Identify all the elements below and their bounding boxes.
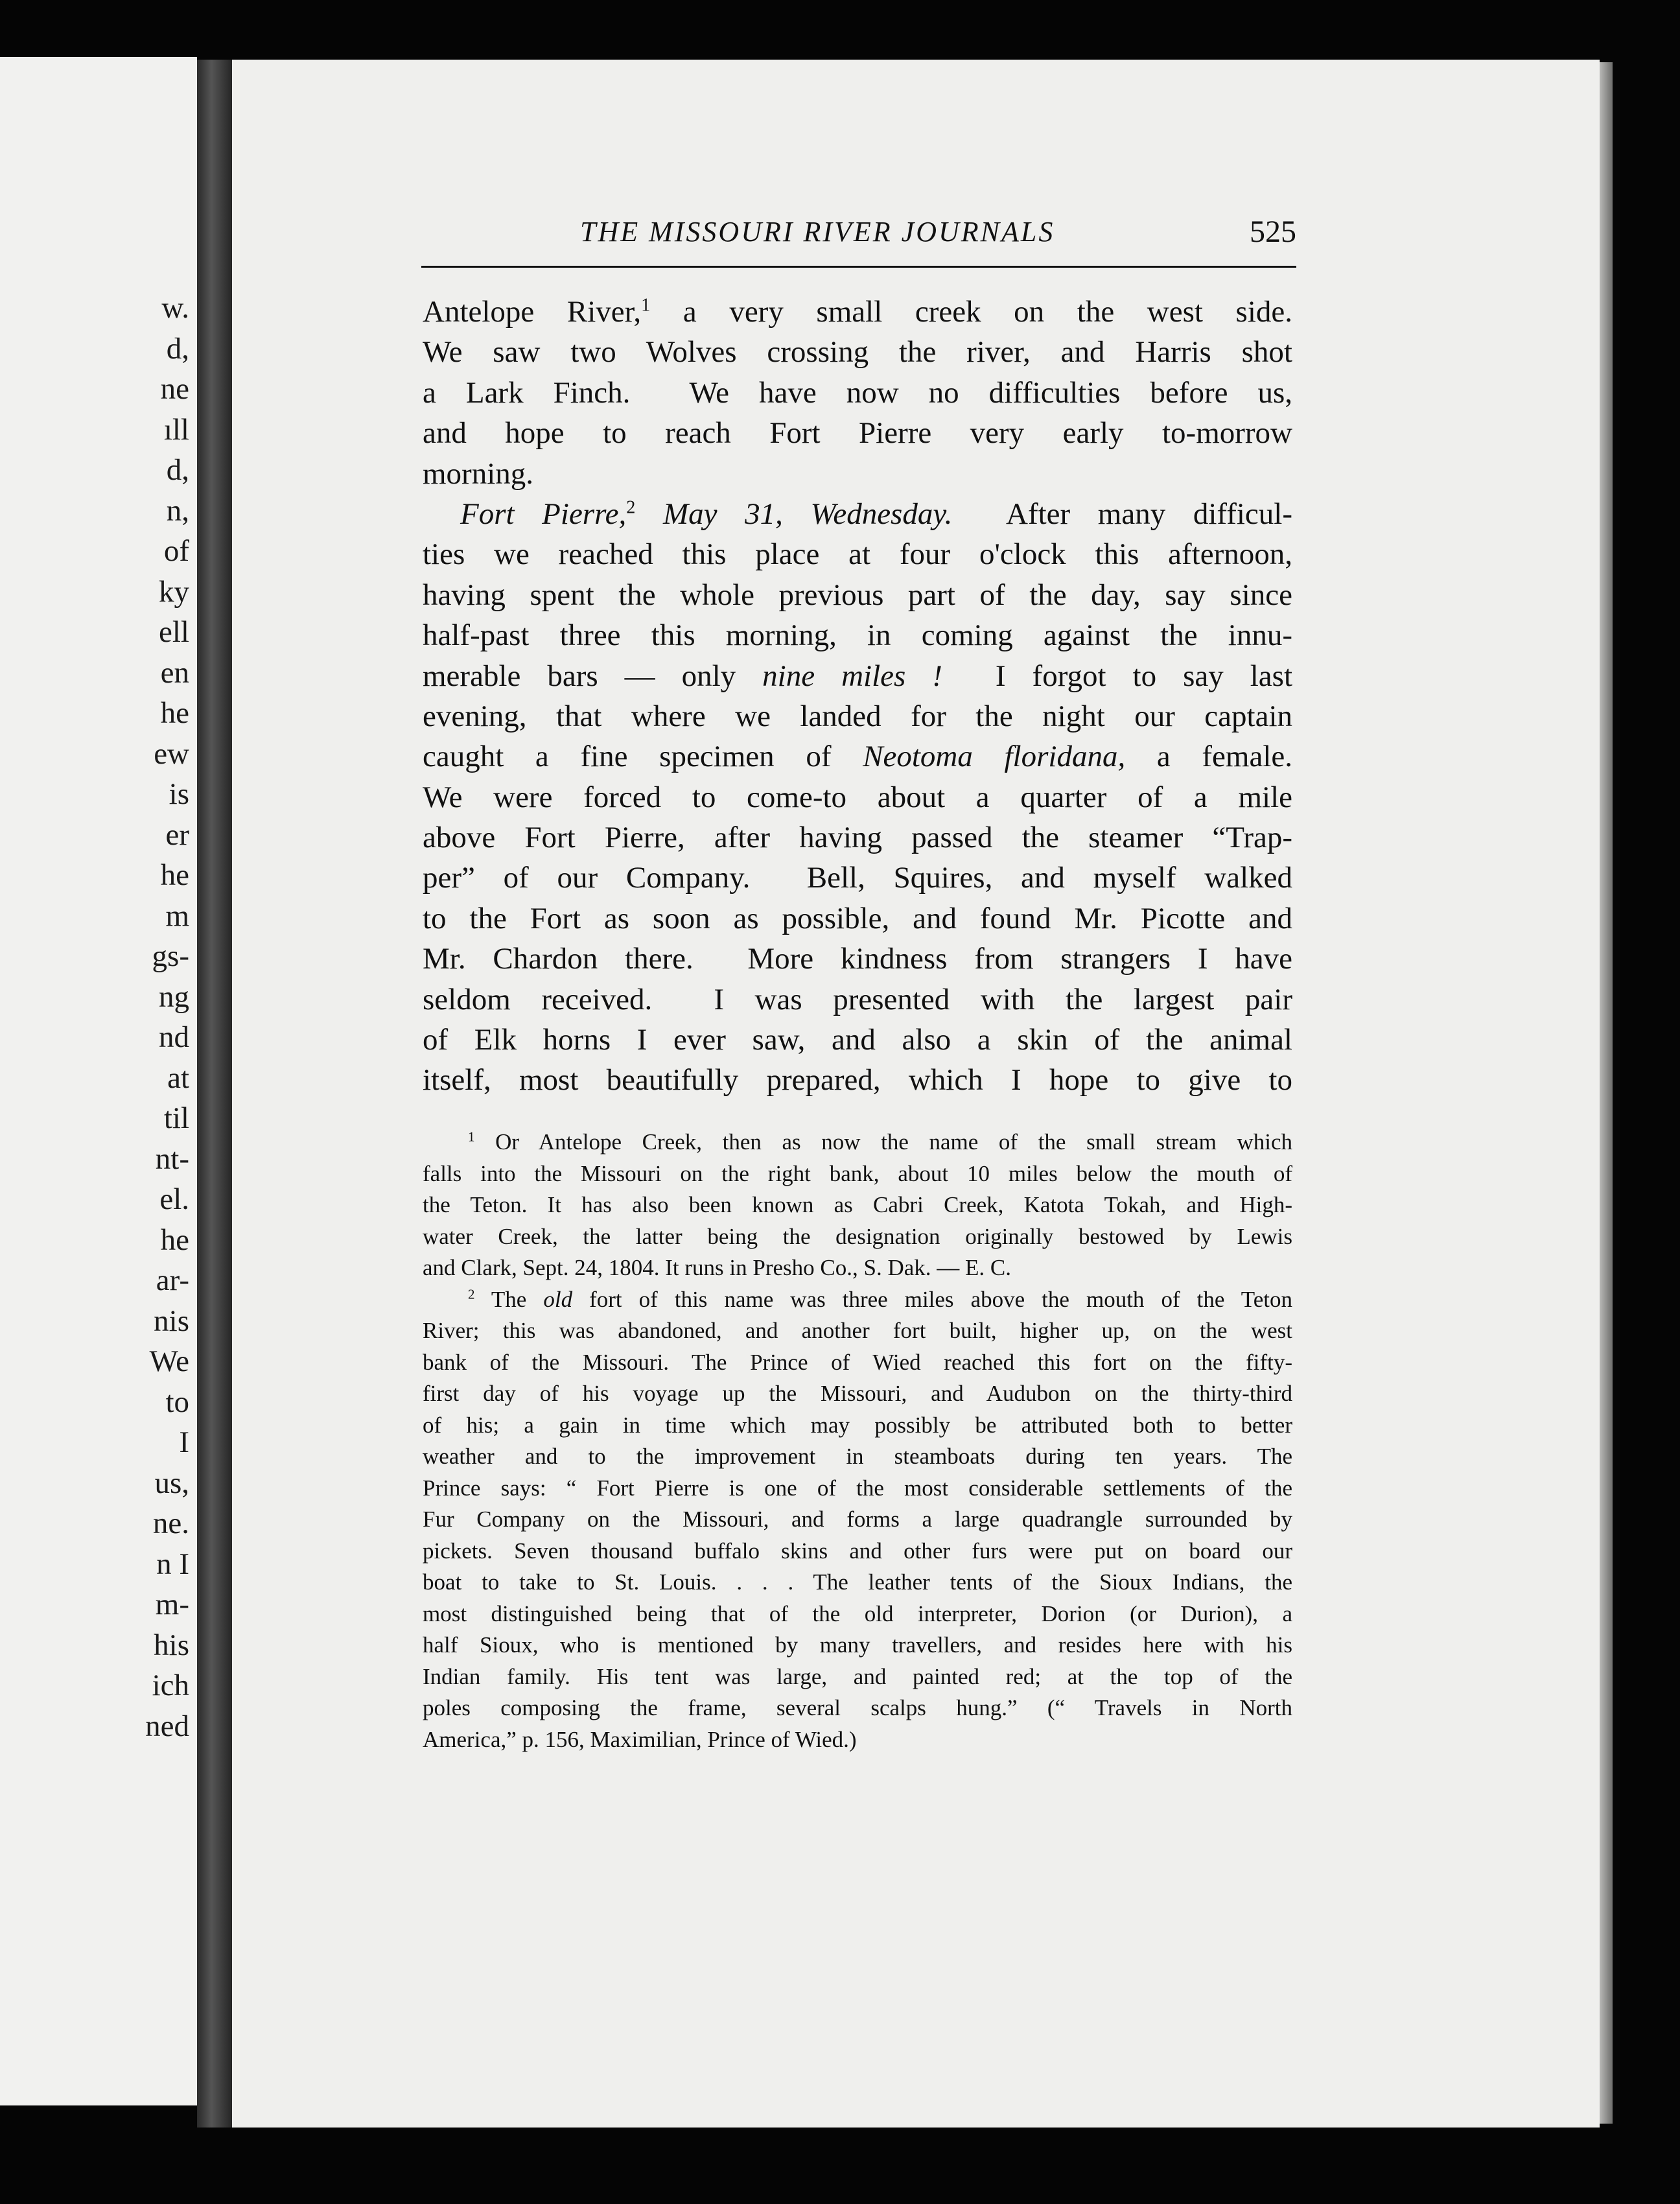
text-run: a female. — [1125, 740, 1292, 774]
left-page-fragment: he — [160, 858, 189, 892]
text-run: Fort Pierre, — [460, 497, 627, 531]
footnote-line — [423, 1127, 1292, 1158]
left-page-fragment: ne — [160, 372, 189, 406]
text-run: water Creek, the latter being the designation originally bestowed by Lewis — [423, 1223, 1292, 1249]
footnote-line — [423, 1378, 1292, 1410]
text-run: of his; a gain in time which may possibly be attributed both to better — [423, 1412, 1292, 1438]
text-run: poles composing the frame, several scalps hung.” (“ Travels in North — [423, 1695, 1292, 1720]
footnote-line — [423, 1724, 1292, 1756]
text-run: morning. — [423, 456, 534, 491]
body-line — [423, 454, 1292, 494]
footnote-line — [423, 1347, 1292, 1379]
footnote-line — [423, 1190, 1292, 1221]
left-page-fragment: nd — [159, 1020, 189, 1054]
text-run: Or Antelope Creek, then as now the name of the small stream which — [474, 1129, 1292, 1155]
text-run: having spent the whole previous part of the day, say since — [423, 578, 1292, 612]
left-page-fragment: gs- — [152, 939, 189, 973]
text-run: boat to take to St. Louis. . . . The leather tents of the Sioux Indians, the — [423, 1569, 1292, 1595]
text-run: itself, most beautifully prepared, which I hope to give to — [423, 1063, 1292, 1097]
footnote-line — [423, 1630, 1292, 1661]
text-run: We were forced to come-to about a quarter of a mile — [423, 780, 1292, 814]
footnote-marker: 1 — [641, 295, 651, 316]
body-line — [423, 939, 1292, 979]
footnote-line — [423, 1441, 1292, 1473]
body-line — [423, 373, 1292, 413]
left-page-fragment: ne. — [152, 1506, 189, 1540]
text-run: and Clark, Sept. 24, 1804. It runs in Presho Co., S. Dak. — E. C. — [423, 1255, 1012, 1280]
body-line — [423, 615, 1292, 655]
text-run: America,” p. 156, Maximilian, Prince of Wied.) — [423, 1726, 857, 1752]
header-rule — [421, 266, 1296, 268]
text-run: Mr. Chardon there. More kindness from strangers I have — [423, 942, 1292, 976]
text-run: Indian family. His tent was large, and painted red; at the top of the — [423, 1663, 1292, 1689]
footnote-line — [423, 1252, 1292, 1284]
text-run: half-past three this morning, in coming against the innu- — [423, 618, 1292, 653]
footnote-marker: 2 — [468, 1285, 475, 1302]
text-run: per” of our Company. Bell, Squires, and myself walked — [423, 861, 1292, 895]
text-run: weather and to the improvement in steamboats during ten years. The — [423, 1444, 1292, 1469]
text-run: ties we reached this place at four o'clock this afternoon, — [423, 537, 1292, 572]
body-line — [423, 575, 1292, 615]
text-run: seldom received. I was presented with the largest pair — [423, 982, 1292, 1016]
footnote-line — [423, 1504, 1292, 1536]
left-page-fragment: er — [165, 817, 189, 852]
left-page-fragment: ew — [154, 736, 189, 771]
text-run: Antelope River, — [423, 295, 642, 329]
text-run: the Teton. It has also been known as Cabri Creek, Katota Tokah, and High- — [423, 1192, 1292, 1217]
left-page-fragment: We — [149, 1344, 189, 1378]
text-run: We saw two Wolves crossing the river, and Harris shot — [423, 335, 1292, 369]
left-page-fragment: d, — [166, 453, 189, 487]
left-page-fragment: m — [165, 898, 189, 933]
text-run: most distinguished being that of the old interpreter, Dorion (or Durion), a — [423, 1600, 1292, 1626]
running-header — [421, 215, 1296, 270]
text-run: merable bars — only — [423, 659, 763, 693]
text-run: a Lark Finch. We have now no difficulties before us, — [423, 375, 1292, 410]
text-run: fort of this name was three miles above the mouth of the Teton — [572, 1286, 1292, 1312]
left-page-fragment: nt- — [155, 1142, 189, 1176]
left-page-fragment: I — [179, 1425, 189, 1459]
left-page-fragment: at — [167, 1061, 189, 1095]
footnote-marker: 2 — [626, 497, 636, 518]
left-page-fragment: his — [154, 1628, 189, 1662]
footnote-line — [423, 1661, 1292, 1693]
footnote-line — [423, 1473, 1292, 1505]
left-page-fragment: nis — [154, 1304, 189, 1338]
left-page-fragment: til — [163, 1101, 189, 1135]
left-page-fragment: n I — [156, 1547, 189, 1581]
footnote-line — [423, 1221, 1292, 1253]
left-page-text-fragments — [99, 288, 189, 1746]
text-run: old — [543, 1286, 573, 1312]
body-line — [423, 1020, 1292, 1060]
body-line — [423, 534, 1292, 574]
text-run: After many difficul- — [952, 497, 1292, 531]
text-run: first day of his voyage up the Missouri, and Audubon on the thirty-third — [423, 1381, 1292, 1406]
body-line — [423, 696, 1292, 736]
body-line — [423, 656, 1292, 696]
text-run: caught a fine specimen of — [423, 740, 863, 774]
text-run: of Elk horns I ever saw, and also a skin of the animal — [423, 1023, 1292, 1057]
text-run: falls into the Missouri on the right bank, about 10 miles below the mouth of — [423, 1160, 1292, 1186]
text-run: above Fort Pierre, after having passed the steamer “Trap- — [423, 821, 1292, 855]
text-run: May 31, Wednesday. — [635, 497, 953, 531]
text-run: pickets. Seven thousand buffalo skins and other furs were put on board our — [423, 1538, 1292, 1564]
text-run: River; this was abandoned, and another fort built, higher up, on the west — [423, 1318, 1292, 1343]
running-title: THE MISSOURI RIVER JOURNALS — [580, 216, 1055, 248]
text-run: evening, that where we landed for the night our captain — [423, 699, 1292, 733]
left-page-fragment: w. — [161, 291, 189, 325]
text-run: nine miles ! — [762, 659, 942, 693]
body-line — [423, 292, 1292, 332]
footnote-line — [423, 1284, 1292, 1316]
text-run: half Sioux, who is mentioned by many travellers, and resides here with his — [423, 1632, 1292, 1658]
text-run: a very small creek on the west side. — [650, 295, 1292, 329]
body-line — [423, 332, 1292, 372]
footnote-marker: 1 — [468, 1129, 475, 1145]
text-run: to the Fort as soon as possible, and found Mr. Picotte and — [423, 901, 1292, 935]
text-run: Fur Company on the Missouri, and forms a large quadrangle surrounded by — [423, 1506, 1292, 1532]
left-page-fragment: is — [169, 777, 189, 811]
body-line — [423, 979, 1292, 1020]
body-line — [423, 777, 1292, 817]
text-run: and hope to reach Fort Pierre very early to-morrow — [423, 416, 1292, 451]
text-run: Neotoma floridana, — [863, 740, 1126, 774]
body-line — [423, 858, 1292, 898]
left-page-fragment: n, — [166, 493, 189, 528]
page-edge — [1600, 62, 1613, 2124]
footnote-line — [423, 1599, 1292, 1630]
footnote-line — [423, 1315, 1292, 1347]
text-run: bank of the Missouri. The Prince of Wied reached this fort on the fifty- — [423, 1349, 1292, 1375]
body-line — [423, 494, 1292, 534]
left-page-fragment: ell — [159, 615, 189, 649]
left-page — [0, 57, 197, 2105]
text-run: Prince says: “ Fort Pierre is one of the most considerable settlements of the — [423, 1475, 1292, 1501]
page-number: 525 — [1250, 215, 1296, 249]
body-line — [423, 898, 1292, 939]
body-line — [423, 413, 1292, 453]
body-line — [423, 736, 1292, 777]
left-page-fragment: ng — [159, 979, 189, 1014]
left-page-fragment: he — [160, 1223, 189, 1257]
left-page-fragment: ıll — [163, 412, 189, 447]
footnote-line — [423, 1693, 1292, 1724]
text-run: I forgot to say last — [942, 659, 1293, 693]
left-page-fragment: el. — [159, 1182, 189, 1216]
body-line — [423, 1060, 1292, 1100]
left-page-fragment: us, — [154, 1466, 189, 1500]
left-page-fragment: d, — [166, 331, 189, 366]
left-page-fragment: of — [163, 534, 189, 568]
text-run: The — [474, 1286, 544, 1312]
footnote-line — [423, 1536, 1292, 1567]
footnotes — [423, 1127, 1292, 1755]
footnote-line — [423, 1567, 1292, 1599]
footnote-line — [423, 1158, 1292, 1190]
left-page-fragment: ar- — [156, 1263, 189, 1297]
left-page-fragment: to — [165, 1385, 189, 1419]
body-line — [423, 817, 1292, 858]
left-page-fragment: ky — [159, 574, 189, 609]
left-page-fragment: ich — [152, 1669, 189, 1702]
left-page-fragment: he — [160, 696, 189, 730]
footnote-line — [423, 1410, 1292, 1442]
left-page-fragment: en — [160, 655, 189, 690]
book-binding — [197, 60, 233, 2128]
left-page-fragment: ned — [145, 1709, 189, 1743]
left-page-fragment: m- — [155, 1588, 189, 1621]
body-text — [423, 292, 1292, 1101]
